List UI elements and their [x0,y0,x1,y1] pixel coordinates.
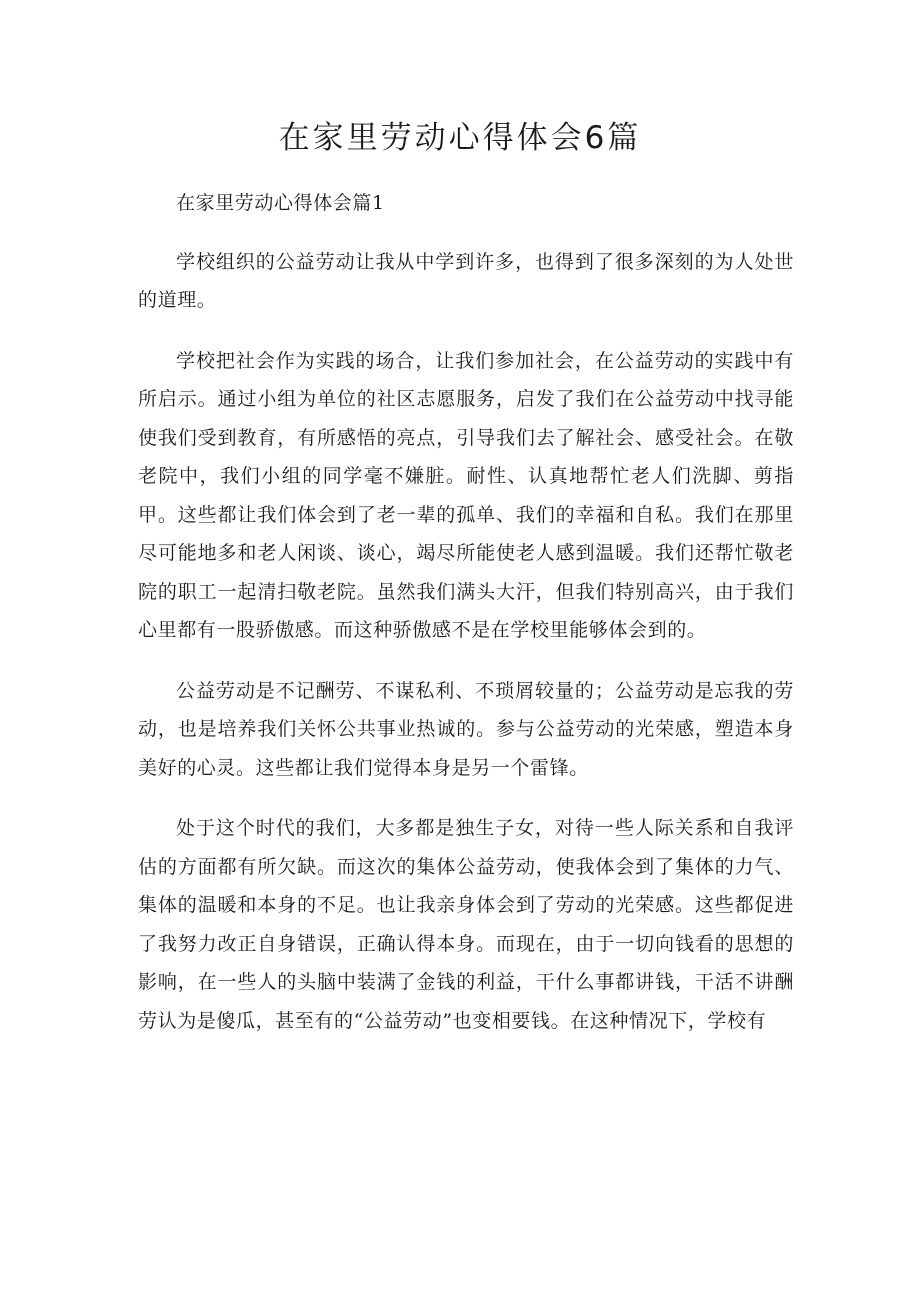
document-body [138,184,794,1062]
paragraph-2: 学校把社会作为实践的场合，让我们参加社会，在公益劳动的实践中有所启示。通过小组为单位的社区志愿服务，启发了我们在公益劳动中找寻能使我们受到教育，有所感悟的亮点，引导我们去了解社会、感受社会。在敬老院中，我们小组的同学毫不嫌脏。耐性、认真地帮忙老人们洗脚、剪指甲。这些都让我们体会到了老一辈的孤单、我们的幸福和自私。我们在那里尽可能地多和老人闲谈、谈心，竭尽所能使老人感到温暖。我们还帮忙敬老院的职工一起清扫敬老院。虽然我们满头大汗，但我们特别高兴，由于我们心里都有一股骄傲感。而这种骄傲感不是在学校里能够体会到的。 [138,349,794,641]
document-title: 在家里劳动心得体会6篇 [278,120,642,156]
paragraph-3: 公益劳动是不记酬劳、不谋私利、不琐屑较量的；公益劳动是忘我的劳动，也是培养我们关怀公共事业热诚的。参与公益劳动的光荣感，塑造本身美好的心灵。这些都让我们觉得本身是另一个雷锋。 [138,679,794,779]
section-heading: 在家里劳动心得体会篇1 [176,192,385,214]
paragraph-1: 学校组织的公益劳动让我从中学到许多，也得到了很多深刻的为人处世的道理。 [138,250,794,311]
paragraph-4: 处于这个时代的我们，大多都是独生子女，对待一些人际关系和自我评估的方面都有所欠缺。而这次的集体公益劳动，使我体会到了集体的力气、集体的温暖和本身的不足。也让我亲身体会到了劳动的光荣感。这些都促进了我努力改正自身错误，正确认得本身。而现在，由于一切向钱看的思想的影响，在一些人的头脑中装满了金钱的利益，干什么事都讲钱，干活不讲酬劳认为是傻瓜，甚至有的“公益劳动”也变相要钱。在这种情况下，学校有 [138,817,794,1032]
